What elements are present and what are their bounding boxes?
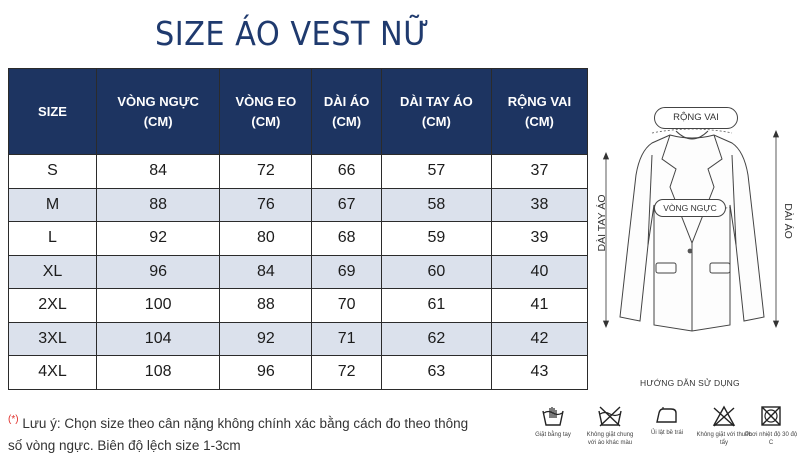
care-caption: Không giặt với thuốc tẩy [696,432,752,446]
sleeve-length-label: DÀI TAY ÁO [596,194,608,252]
measurement-cell: 68 [312,222,381,256]
usage-guide-title: HƯỚNG DẪN SỬ DỤNG [640,378,740,388]
page-title: SIZE ÁO VEST NỮ [155,14,430,53]
chest-label: VÒNG NGỰC [663,203,717,213]
measurement-cell: 84 [220,255,312,289]
measurement-cell: 71 [312,322,381,356]
care-caption: Ủi lật bề trái [650,430,683,436]
measurement-cell: 59 [381,222,491,256]
measurement-cell: 60 [381,255,491,289]
iron-inside-out-icon [654,405,680,425]
table-row [9,289,588,323]
measurement-cell: 40 [491,255,587,289]
header-shoulder: RỘNG VAI (CM) [491,69,587,155]
measurement-cell: 70 [312,289,381,323]
hand-wash-icon [541,405,565,427]
header-waist: VÒNG EO (CM) [220,69,312,155]
size-cell: 4XL [9,356,97,390]
measurement-cell: 69 [312,255,381,289]
dry-30c-icon [760,405,782,427]
size-note [8,413,478,457]
care-caption: Phơi nhiệt độ 30 độ C [744,432,798,446]
measurement-cell: 58 [381,188,491,222]
measurement-cell: 88 [97,188,220,222]
measurement-cell: 72 [312,356,381,390]
measurement-cell: 42 [491,322,587,356]
measurement-cell: 38 [491,188,587,222]
measurement-cell: 61 [381,289,491,323]
care-hand-wash [525,405,581,439]
header-sleeve: DÀI TAY ÁO (CM) [381,69,491,155]
header-chest: VÒNG NGỰC (CM) [97,69,220,155]
table-row [9,188,588,222]
measurement-cell: 63 [381,356,491,390]
measurement-cell: 41 [491,289,587,323]
measurement-cell: 104 [97,322,220,356]
care-caption: Giặt bằng tay [535,432,571,438]
measurement-cell: 80 [220,222,312,256]
table-row [9,255,588,289]
measurement-cell: 92 [220,322,312,356]
chest-pill [654,199,726,217]
size-cell: 3XL [9,322,97,356]
header-size: SIZE [9,69,97,155]
measurement-cell: 92 [97,222,220,256]
care-caption: Không giặt chung với áo khác màu [586,432,634,446]
table-row [9,222,588,256]
measurement-cell: 37 [491,155,587,189]
note-text: Lưu ý: Chọn size theo cân nặng không chính xác bằng cách đo theo thông số vòng ngực. Biên độ lệch size 1-3cm [8,416,469,453]
care-no-mixed-wash [582,405,638,447]
measurement-cell: 72 [220,155,312,189]
care-iron [639,405,695,437]
table-row [9,322,588,356]
measurement-cell: 100 [97,289,220,323]
size-table [8,68,588,390]
size-cell: M [9,188,97,222]
measurement-cell: 43 [491,356,587,390]
care-dry [743,405,799,447]
measurement-cell: 66 [312,155,381,189]
measurement-cell: 96 [97,255,220,289]
shoulder-pill [654,107,738,129]
no-mixed-wash-icon [597,405,623,427]
table-row [9,155,588,189]
measurement-cell: 62 [381,322,491,356]
size-cell: XL [9,255,97,289]
measurement-cell: 88 [220,289,312,323]
shoulder-label: RỘNG VAI [673,112,719,123]
measurement-cell: 39 [491,222,587,256]
table-row [9,356,588,390]
note-mark: (*) [8,414,19,425]
measurement-cell: 96 [220,356,312,390]
measurement-cell: 108 [97,356,220,390]
no-bleach-icon [712,405,736,427]
measurement-cell: 76 [220,188,312,222]
measurement-cell: 84 [97,155,220,189]
header-length: DÀI ÁO (CM) [312,69,381,155]
size-cell: L [9,222,97,256]
size-cell: S [9,155,97,189]
jacket-length-label: DÀI ÁO [782,203,794,239]
jacket-diagram [592,95,796,335]
measurement-cell: 57 [381,155,491,189]
table-header-row [9,69,588,155]
measurement-cell: 67 [312,188,381,222]
size-cell: 2XL [9,289,97,323]
